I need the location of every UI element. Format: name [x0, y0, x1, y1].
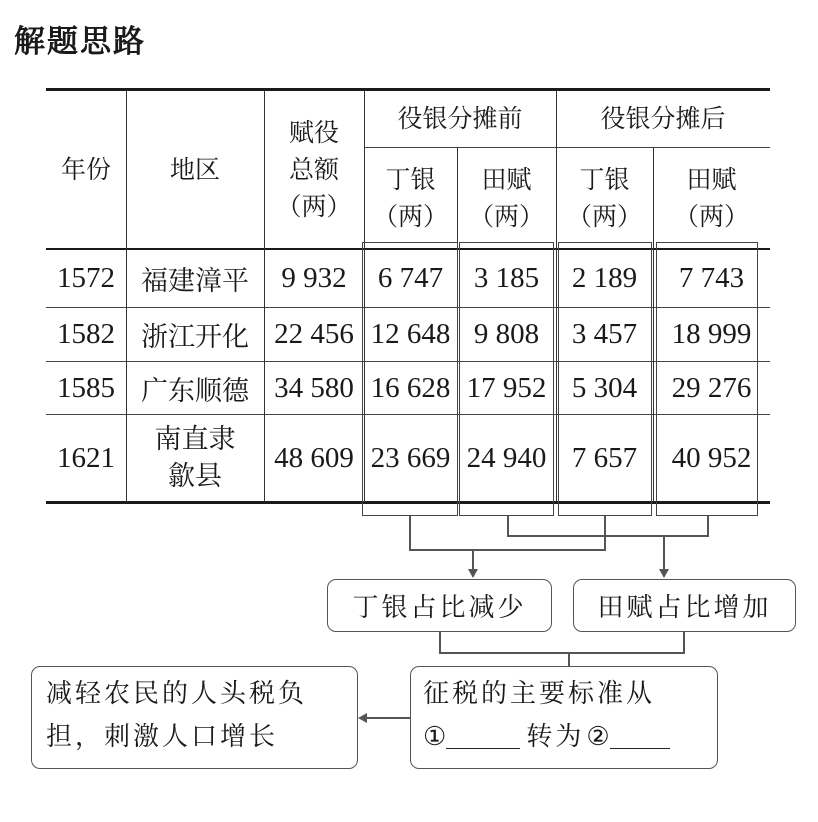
arrow-down-tian: [659, 569, 669, 578]
header-total-unit: （两）: [276, 191, 352, 221]
header-before-tian: [457, 147, 556, 248]
header-after-tian: [653, 147, 770, 248]
connector-result: [366, 717, 410, 719]
connector-merge-right: [683, 632, 685, 653]
box-tian-increase: [573, 579, 796, 632]
row3-after-tian: 29 276: [671, 371, 752, 404]
row2-year: 1582: [57, 318, 115, 350]
connector-tian-left-stem: [507, 516, 509, 536]
row2-after-ding: 3 457: [571, 318, 638, 350]
connector-tian-bar: [507, 535, 709, 537]
page-title: 解题思路: [14, 24, 146, 60]
header-after-ding-label: 丁银: [579, 164, 630, 194]
box-tax-standard-line2: [423, 716, 705, 759]
row1-after-ding: 2 189: [571, 262, 638, 294]
connector-tian-drop: [663, 535, 665, 570]
row4-region-line1: 南直隶: [154, 424, 236, 455]
header-total-line2: 总额: [288, 154, 339, 184]
box-tax-standard-line1: 征税的主要标准从: [423, 679, 656, 709]
row3-total: 34 580: [274, 371, 354, 404]
row2-before-ding: 12 648: [370, 318, 451, 350]
box-result-line2: 担，刺激人口增长: [46, 722, 279, 752]
blank-2: [610, 722, 670, 749]
highlight-before-tian: [459, 242, 554, 516]
header-total: [264, 90, 364, 248]
box-ding-decrease-text: 丁银占比减少: [352, 593, 527, 623]
row2-after-tian: 18 999: [671, 318, 752, 350]
header-before-ding-unit: （两）: [372, 201, 448, 231]
box-result-line1: 减轻农民的人头税负: [46, 679, 308, 709]
header-total-line1: 赋役: [288, 117, 339, 147]
row1-year: 1572: [57, 262, 115, 294]
connector-ding-left-stem: [409, 516, 411, 550]
row4-after-ding: 7 657: [571, 441, 638, 474]
blank-marker-1: ①: [423, 722, 447, 752]
blank-marker-2: ②: [586, 722, 610, 752]
connector-ding-right-stem: [604, 516, 606, 550]
highlight-after-ding: [558, 242, 652, 516]
highlight-after-tian: [656, 242, 758, 516]
header-before-ding-label: 丁银: [385, 164, 436, 194]
header-year: 年份: [60, 154, 111, 184]
box-result: [31, 666, 358, 769]
header-after-tian-label: 田赋: [686, 164, 737, 194]
row4-region: [126, 415, 264, 501]
row1-before-tian: 3 185: [473, 262, 540, 294]
header-before-tian-unit: （两）: [468, 201, 544, 231]
connector-merge-bar: [439, 652, 685, 654]
row1-before-ding: 6 747: [377, 262, 444, 294]
row3-year: 1585: [57, 371, 115, 404]
connector-merge-drop: [568, 652, 570, 667]
row4-after-tian: 40 952: [671, 441, 752, 474]
connector-tian-right-stem: [707, 516, 709, 536]
row2-region: 浙江开化: [141, 322, 249, 353]
box-tax-standard-mid: 转为: [526, 722, 585, 752]
header-after-group: 役银分摊后: [600, 104, 726, 133]
arrow-down-ding: [468, 569, 478, 578]
header-region: 地区: [169, 154, 220, 184]
row1-after-tian: 7 743: [678, 262, 745, 294]
arrow-left-result: [358, 713, 367, 723]
row4-region-line2: 歙县: [168, 461, 222, 492]
row1-region: 福建漳平: [141, 266, 249, 297]
connector-merge-left: [439, 632, 441, 653]
connector-ding-drop: [472, 549, 474, 570]
row3-before-ding: 16 628: [370, 371, 451, 404]
row3-after-ding: 5 304: [571, 371, 638, 404]
header-after-ding-unit: （两）: [566, 201, 642, 231]
blank-1: [446, 722, 520, 749]
row2-before-tian: 9 808: [473, 318, 540, 350]
row4-before-tian: 24 940: [466, 441, 547, 474]
box-ding-decrease: [327, 579, 552, 632]
box-tax-standard: [410, 666, 718, 769]
row3-before-tian: 17 952: [466, 371, 547, 404]
row2-total: 22 456: [274, 318, 354, 350]
row4-year: 1621: [57, 441, 115, 474]
box-tian-increase-text: 田赋占比增加: [597, 593, 772, 623]
header-after-tian-unit: （两）: [673, 201, 749, 231]
row1-total: 9 932: [281, 262, 347, 294]
row4-total: 48 609: [274, 441, 354, 474]
row3-region: 广东顺德: [141, 375, 249, 407]
header-after-ding: [556, 147, 653, 248]
row4-before-ding: 23 669: [370, 441, 451, 474]
header-before-group: 役银分摊前: [397, 104, 523, 133]
connector-ding-bar: [409, 549, 606, 551]
header-before-tian-label: 田赋: [481, 164, 532, 194]
highlight-before-ding: [362, 242, 458, 516]
header-before-ding: [364, 147, 457, 248]
